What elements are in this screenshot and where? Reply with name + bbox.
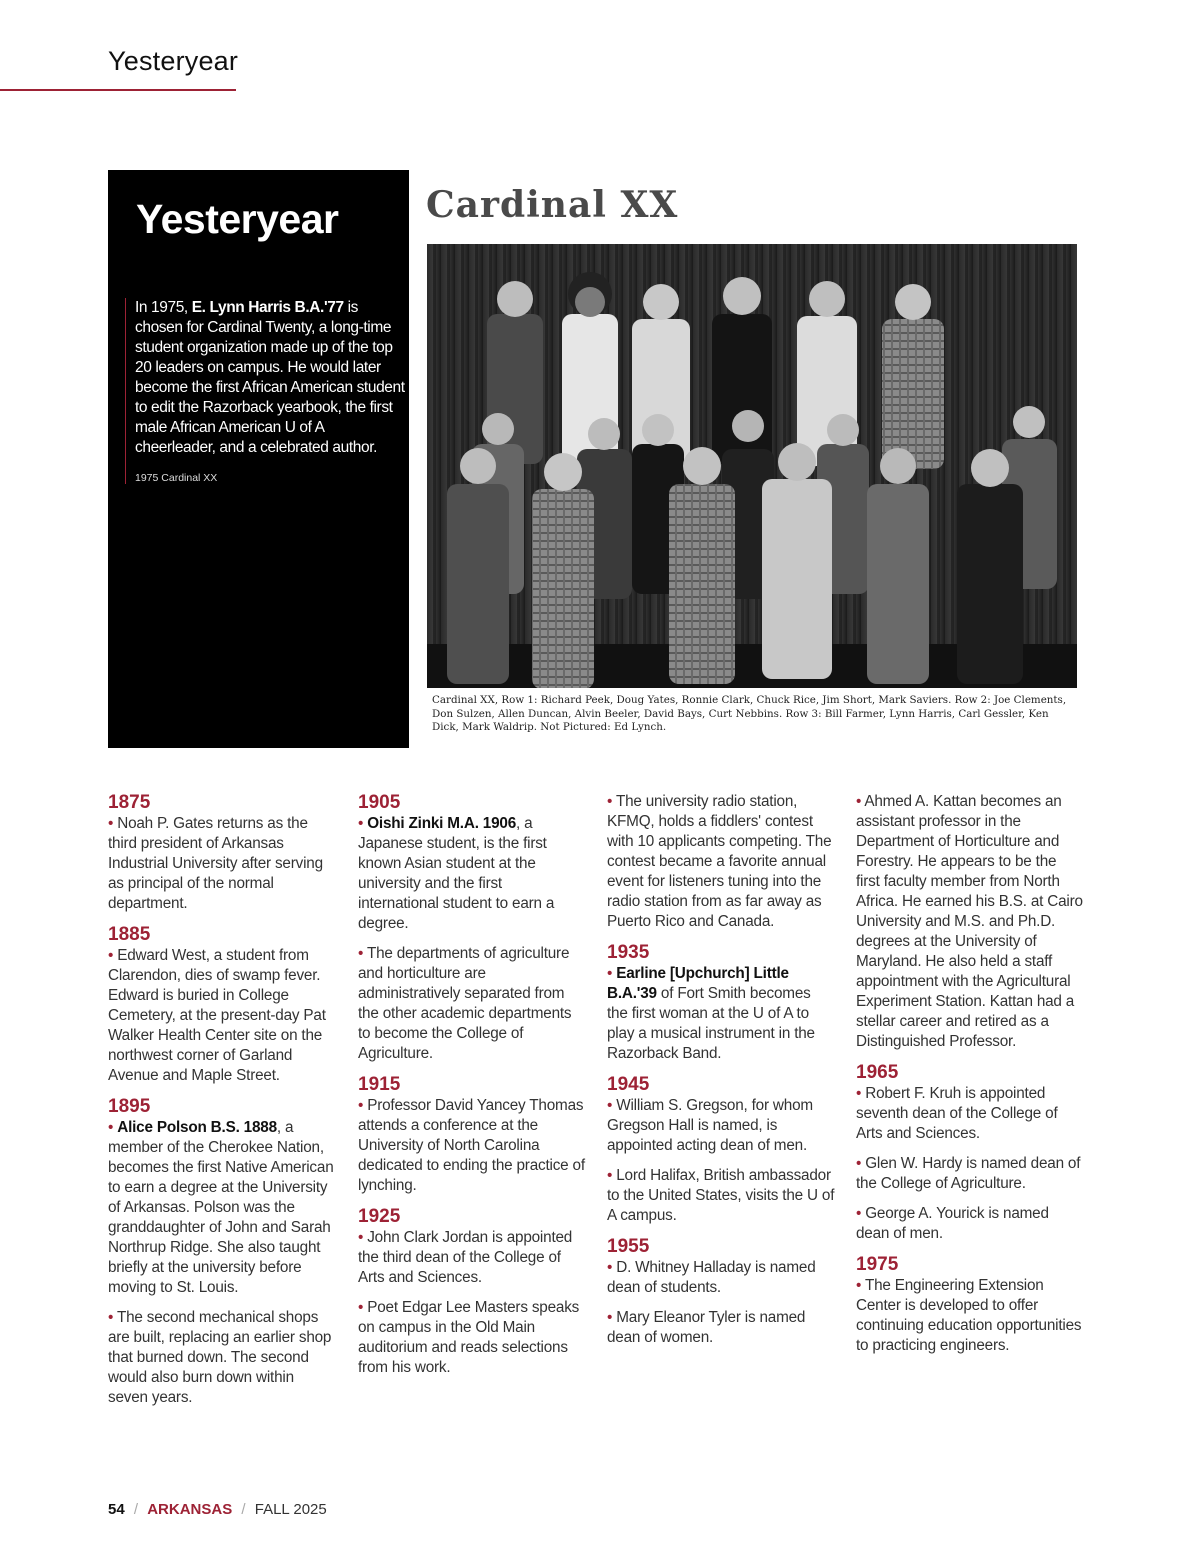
entry-text: Professor David Yancey Thomas attends a conference at the University of North Carolina dedicated to ending the practice of lynching. — [358, 1097, 585, 1194]
bullet-icon: • — [108, 815, 118, 832]
entry-text: Lord Halifax, British ambassador to the United States, visits the U of A campus. — [607, 1167, 835, 1224]
magazine-name: ARKANSAS — [147, 1501, 233, 1518]
timeline-entry — [856, 1154, 1084, 1194]
bullet-icon: • — [358, 1097, 368, 1114]
feature-title: Yesteryear — [136, 196, 339, 242]
issue-label: FALL 2025 — [254, 1501, 327, 1518]
entry-name: Oishi Zinki M.A. 1906 — [367, 815, 517, 832]
bullet-icon: • — [607, 965, 617, 982]
year-heading: 1905 — [358, 792, 401, 813]
entry-text: William S. Gregson, for whom Gregson Hall is named, is appointed acting dean of men. — [607, 1097, 813, 1154]
bullet-icon: • — [607, 1259, 617, 1276]
year-heading: 1965 — [856, 1062, 899, 1083]
bullet-icon: • — [856, 793, 865, 810]
year-heading: 1945 — [607, 1074, 650, 1095]
section-label: Yesteryear — [108, 46, 239, 76]
year-heading: 1935 — [607, 942, 650, 963]
group-photo-image — [427, 244, 1077, 688]
group-photo — [427, 244, 1077, 688]
bullet-icon: • — [856, 1085, 866, 1102]
entry-name: Alice Polson B.S. 1888 — [117, 1119, 277, 1136]
entry-text: Edward West, a student from Clarendon, dies of swamp fever. Edward is buried in College Cemetery, at the present-day Pat Walker Health Center site on the northwest corner of Garland Avenue and Maple Street. — [108, 947, 326, 1084]
timeline-entry — [108, 1308, 336, 1408]
year-heading: 1875 — [108, 792, 151, 813]
timeline-entry — [358, 1228, 586, 1288]
feature-panel — [108, 170, 409, 748]
entry-text: Noah P. Gates returns as the third president of Arkansas Industrial University after serving as principal of the normal department. — [108, 815, 323, 912]
entry-text: Glen W. Hardy is named dean of the College of Agriculture. — [856, 1155, 1081, 1192]
entry-text: of Fort Smith becomes the first woman at the U of A to play a musical instrument in the Razorback Band. — [607, 985, 815, 1062]
timeline-entry — [607, 1258, 835, 1298]
bullet-icon: • — [358, 815, 368, 832]
bullet-icon: • — [358, 945, 367, 962]
entry-text: Poet Edgar Lee Masters speaks on campus in the Old Main auditorium and reads selections from his work. — [358, 1299, 580, 1376]
bullet-icon: • — [358, 1229, 368, 1246]
timeline-entry — [108, 814, 336, 914]
bullet-icon: • — [358, 1299, 368, 1316]
bullet-icon: • — [607, 1097, 617, 1114]
page-number: 54 — [108, 1501, 125, 1518]
bullet-icon: • — [607, 1167, 617, 1184]
entry-text: The departments of agriculture and horticulture are administratively separated from the other academic departments to become the College of Agriculture. — [358, 945, 572, 1062]
entry-text: John Clark Jordan is appointed the third dean of the College of Arts and Sciences. — [358, 1229, 573, 1286]
entry-text: The Engineering Extension Center is developed to offer continuing education opportunities to practicing engineers. — [856, 1277, 1082, 1354]
timeline-entry — [607, 964, 835, 1064]
timeline-entry — [607, 1166, 835, 1226]
yearbook-clipping — [420, 170, 1082, 748]
timeline-entry — [607, 1096, 835, 1156]
timeline-entry — [607, 792, 835, 932]
bullet-icon: • — [607, 1309, 617, 1326]
entry-text: , a member of the Cherokee Nation, becomes the first Native American to earn a degree at the University of Arkansas. Polson was the granddaughter of John and Sarah Northrup Ridge. She also taught briefly at the university before moving to St. Louis. — [108, 1119, 334, 1296]
timeline-column-1 — [108, 792, 336, 1418]
timeline-entry — [358, 1298, 586, 1378]
entry-text: The university radio station, KFMQ, holds a fiddlers' contest with 10 applicants competing. The contest became a favorite annual event for listeners tuning into the radio station from as far away as Puerto Rico and Canada. — [607, 793, 832, 930]
timeline-entry — [358, 1096, 586, 1196]
bullet-icon: • — [856, 1205, 866, 1222]
entry-text: Robert F. Kruh is appointed seventh dean of the College of Arts and Sciences. — [856, 1085, 1058, 1142]
bullet-icon: • — [607, 793, 616, 810]
entry-text: Ahmed A. Kattan becomes an assistant professor in the Department of Horticulture and Forestry. He appears to be the first faculty member from North Africa. He earned his B.S. at Cairo University and M.S. and Ph.D. degrees at the University of Maryland. He also held a staff appointment with the Agricultural Experiment Station. Kattan had a stellar career and retired as a Distinguished Professor. — [856, 793, 1083, 1050]
entry-text: George A. Yourick is named dean of men. — [856, 1205, 1049, 1242]
timeline-column-4 — [856, 792, 1084, 1366]
year-heading: 1955 — [607, 1236, 650, 1257]
timeline-column-2 — [358, 792, 586, 1388]
timeline-column-3 — [607, 792, 835, 1358]
footer-separator: / — [133, 1501, 139, 1518]
timeline-entry — [856, 1084, 1084, 1144]
photo-title: Cardinal XX — [426, 184, 679, 226]
entry-name: Earline [Upchurch] Little B.A.'39 — [607, 965, 789, 1002]
photo-credit: 1975 Cardinal XX — [135, 472, 218, 484]
photo-caption: Cardinal XX, Row 1: Richard Peek, Doug Yates, Ronnie Clark, Chuck Rice, Jim Short, Mark Saviers. Row 2: Joe Clements, Don Sulzen, Allen Duncan, Alvin Beeler, David Bays, Curt Nebbins. Row 3: Bill Farmer, Lynn Harris, Carl Gessler, Ken Dick, Mark Waldrip. Not Pictured: Ed Lynch. — [432, 694, 1067, 733]
bullet-icon: • — [108, 947, 118, 964]
year-heading: 1915 — [358, 1074, 401, 1095]
timeline-entry — [856, 1204, 1084, 1244]
timeline-entry — [358, 944, 586, 1064]
bullet-icon: • — [856, 1277, 865, 1294]
intro-name: E. Lynn Harris B.A.'77 — [191, 299, 344, 316]
timeline-entry — [607, 1308, 835, 1348]
bullet-icon: • — [108, 1119, 118, 1136]
entry-text: Mary Eleanor Tyler is named dean of women. — [607, 1309, 806, 1346]
section-rule — [0, 89, 236, 91]
year-heading: 1925 — [358, 1206, 401, 1227]
timeline-entry — [108, 1118, 336, 1298]
feature-intro — [125, 298, 405, 484]
year-heading: 1895 — [108, 1096, 151, 1117]
timeline-entry — [856, 1276, 1084, 1356]
timeline-entry — [358, 814, 586, 934]
timeline-entry — [108, 946, 336, 1086]
intro-before: In 1975, — [135, 299, 192, 316]
year-heading: 1975 — [856, 1254, 899, 1275]
intro-after: is chosen for Cardinal Twenty, a long-time student organization made up of the top 20 leaders on campus. He would later become the first African American student to edit the Razorback yearbook, the first male African American U of A cheerleader, and a celebrated author. — [135, 299, 405, 456]
entry-text: D. Whitney Halladay is named dean of students. — [607, 1259, 816, 1296]
feature-intro-text — [135, 298, 405, 458]
year-heading: 1885 — [108, 924, 151, 945]
footer-separator: / — [241, 1501, 246, 1518]
entry-text: The second mechanical shops are built, replacing an earlier shop that burned down. The second would also burn down within seven years. — [108, 1309, 332, 1406]
entry-text: , a Japanese student, is the first known Asian student at the university and the first international student to earn a degree. — [358, 815, 555, 932]
timeline-entry — [856, 792, 1084, 1052]
bullet-icon: • — [856, 1155, 866, 1172]
page-footer — [108, 1501, 327, 1518]
bullet-icon: • — [108, 1309, 117, 1326]
